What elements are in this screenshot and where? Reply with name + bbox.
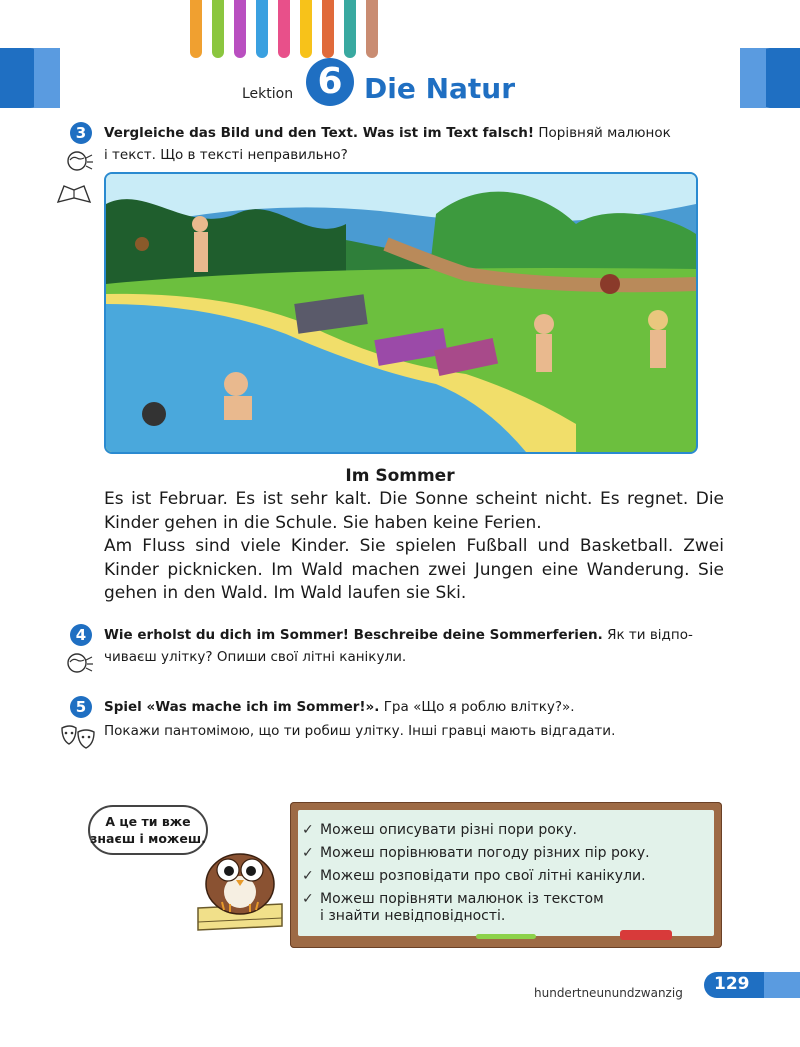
task-3-instruction-de: Vergleiche das Bild und den Text. Was ist im Text falsch! — [104, 125, 535, 141]
story-paragraph: Es ist Februar. Es ist sehr kalt. Die Sonne scheint nicht. Es regnet. Die Kinder gehen in die Schule. Sie haben keine Ferien. — [104, 489, 724, 533]
bubble-line: знаєш і можеш. — [90, 831, 206, 846]
summary-item-continued: і знайти невідповідності. — [320, 908, 506, 924]
header-stripe — [190, 0, 202, 58]
bubble-line: А це ти вже — [105, 814, 191, 829]
chalk-piece — [476, 934, 536, 939]
task-3-instruction-ua: Порівняй малюнок — [538, 125, 671, 141]
header-stripe — [322, 0, 334, 58]
page-number-word: hundertneunundzwanzig — [534, 986, 683, 1000]
owl-on-book-icon — [194, 840, 286, 940]
task-3-instruction — [104, 122, 724, 166]
task-5-instruction-de: Spiel «Was mache ich im Sommer!». — [104, 699, 380, 715]
task-4-instruction-de: Wie erholst du dich im Sommer! Beschreibe deine Sommerferien. — [104, 627, 603, 643]
task-5-instruction — [104, 696, 744, 718]
checkmark-icon: ✓ — [302, 845, 314, 861]
checkmark-icon: ✓ — [302, 891, 314, 907]
story-paragraph: Am Fluss sind viele Kinder. Sie spielen Fußball und Basketball. Zwei Kinder picknicken. Im Wald machen zwei Jungen eine Wanderung. Sie gehen in den Wald. Im Wald laufen sie Ski. — [104, 536, 724, 603]
summary-item — [302, 868, 646, 885]
task-4-instruction-ua-cont: чиваєш улітку? Опиши свої літні канікули. — [104, 649, 407, 665]
checkmark-icon: ✓ — [302, 822, 314, 838]
task-5-instruction-ua: Гра «Що я роблю влітку?». — [383, 699, 575, 715]
header-stripe — [278, 0, 290, 58]
summary-item — [302, 845, 650, 862]
task-4-instruction-ua: Як ти відпо- — [607, 627, 693, 643]
header-tab-left — [0, 48, 60, 108]
summary-item — [302, 822, 577, 839]
task-4-instruction — [104, 624, 724, 668]
header-stripe — [344, 0, 356, 58]
chalkboard-surface — [298, 810, 714, 936]
summary-item-text: Можеш порівняти малюнок із текстом — [320, 891, 604, 907]
header-stripe — [300, 0, 312, 58]
summer-illustration — [104, 172, 698, 454]
summary-item — [302, 891, 604, 908]
summary-item-text: Можеш порівнювати погоду різних пір року. — [320, 845, 650, 861]
header-stripe — [212, 0, 224, 58]
speech-icon — [66, 652, 94, 679]
page-title: Die Natur — [364, 72, 516, 105]
checkmark-icon: ✓ — [302, 868, 314, 884]
task-3-instruction-ua-cont: і текст. Що в тексті неправильно? — [104, 147, 348, 163]
task-5-instruction-ua-cont: Покажи пантомімою, що ти робиш улітку. Інші гравці мають відгадати. — [104, 723, 616, 739]
task-number-4: 4 — [70, 624, 92, 646]
eraser — [620, 930, 672, 940]
task-number-3: 3 — [70, 122, 92, 144]
book-icon — [56, 182, 92, 211]
summary-chalkboard — [290, 802, 722, 948]
task-number-5: 5 — [70, 696, 92, 718]
header-stripe — [234, 0, 246, 58]
story-text — [104, 488, 724, 606]
lektion-label: Lektion — [242, 86, 294, 102]
header-tab-right — [740, 48, 800, 108]
lesson-number-badge: 6 — [306, 58, 354, 106]
header-stripe — [366, 0, 378, 58]
page-number: 129 — [714, 974, 750, 994]
story-title: Im Sommer — [345, 466, 455, 486]
speech-icon — [66, 150, 94, 177]
speech-bubble — [88, 805, 208, 855]
theater-masks-icon — [60, 724, 96, 755]
header-stripe — [256, 0, 268, 58]
page-number-tab — [704, 972, 800, 998]
summary-item-text: Можеш розповідати про свої літні канікули. — [320, 868, 646, 884]
summary-item-text: Можеш описувати різні пори року. — [320, 822, 577, 838]
